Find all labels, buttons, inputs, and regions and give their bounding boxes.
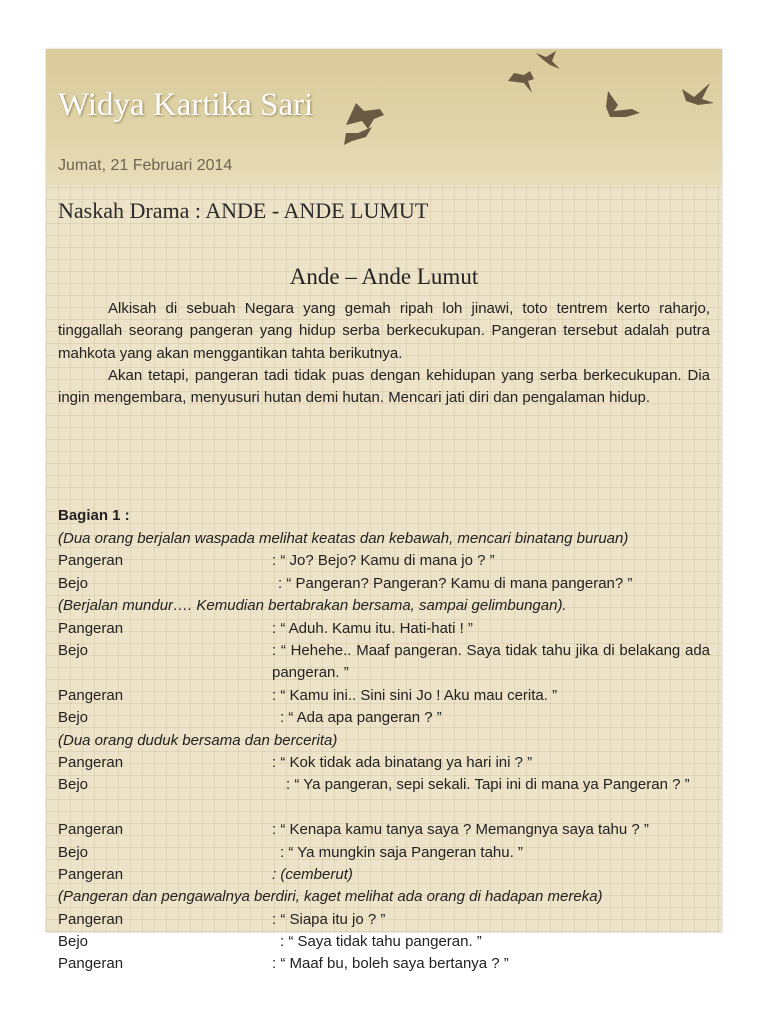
dialogue-line <box>58 909 710 931</box>
speaker-name: Pangeran <box>58 753 124 771</box>
stage-direction: (Dua orang berjalan waspada melihat keatas dan kebawah, mencari binatang buruan) <box>58 530 629 547</box>
blog-header <box>46 49 722 185</box>
speaker-name: Bejo <box>58 641 89 659</box>
bird-icon <box>344 127 372 145</box>
speech: : “ Kok tidak ada binatang ya hari ini ? ” <box>272 753 533 771</box>
speech: : (cemberut) <box>272 865 353 883</box>
speech: : “ Maaf bu, boleh saya bertanya ? ” <box>272 955 509 973</box>
post-title[interactable]: Naskah Drama : ANDE - ANDE LUMUT <box>58 198 429 223</box>
speech: : “ Saya tidak tahu pangeran. ” <box>280 933 482 951</box>
dialogue-line <box>58 774 710 819</box>
dialogue-line <box>58 707 710 729</box>
blog-title[interactable]: Widya Kartika Sari <box>58 87 314 123</box>
bird-icon <box>508 71 534 93</box>
speaker-name: Bejo <box>58 776 89 794</box>
dialogue <box>58 528 710 976</box>
speaker-name: Bejo <box>58 574 89 592</box>
speaker-name: Pangeran <box>58 910 124 928</box>
dialogue-line <box>58 931 710 953</box>
paragraph: Akan tetapi, pangeran tadi tidak puas dengan kehidupan yang serba berkecukupan. Dia ingin mengembara, menyusuri hutan demi hutan. Mencari jati diri dan pengalaman hidup. <box>58 367 710 407</box>
dialogue-line <box>58 550 710 572</box>
speech: : “ Jo? Bejo? Kamu di mana jo ? ” <box>272 552 495 570</box>
dialogue-line <box>58 752 710 774</box>
stage-direction: (Dua orang duduk bersama dan bercerita) <box>58 731 338 749</box>
dialogue-line <box>58 640 710 685</box>
speech: : “ Kenapa kamu tanya saya ? Memangnya saya tahu ? ” <box>272 821 649 839</box>
speech: : “ Ya mungkin saja Pangeran tahu. ” <box>280 843 523 861</box>
paragraph: Alkisah di sebuah Negara yang gemah ripah loh jinawi, toto tentrem kerto raharjo, tinggallah seorang pangeran yang hidup serba berkecukupan. Pangeran tersebut adalah putra mahkota yang akan menggantikan tahta berikutnya. <box>58 300 710 362</box>
bird-icon <box>606 91 640 117</box>
speaker-name: Bejo <box>58 933 89 951</box>
bird-icon <box>536 51 560 69</box>
speaker-name: Pangeran <box>58 865 124 883</box>
speaker-name: Pangeran <box>58 619 124 637</box>
dialogue-line <box>58 618 710 640</box>
stage-direction: (Pangeran dan pengawalnya berdiri, kaget melihat ada orang di hadapan mereka) <box>58 888 603 906</box>
speaker-name: Pangeran <box>58 552 124 570</box>
speaker-name: Pangeran <box>58 686 124 704</box>
speaker-name: Bejo <box>58 709 89 727</box>
speech: : “ Pangeran? Pangeran? Kamu di mana pangeran? ” <box>278 574 633 592</box>
dialogue-line <box>58 953 710 975</box>
post-date: Jumat, 21 Februari 2014 <box>58 157 233 174</box>
dialogue-line <box>58 685 710 707</box>
speaker-name: Bejo <box>58 843 89 861</box>
blog-page <box>46 49 722 973</box>
speaker-name: Pangeran <box>58 955 124 973</box>
bird-icon <box>682 83 714 105</box>
speech: : “ Ya pangeran, sepi sekali. Tapi ini di mana ya Pangeran ? ” <box>286 776 690 794</box>
speech: : “ Aduh. Kamu itu. Hati-hati ! ” <box>272 619 473 637</box>
section-title: Bagian 1 : <box>58 507 130 524</box>
dialogue-line <box>58 573 710 595</box>
speech: : “ Kamu ini.. Sini sini Jo ! Aku mau cerita. ” <box>272 686 558 704</box>
document-heading: Ande – Ande Lumut <box>289 264 479 289</box>
dialogue-line <box>58 864 710 886</box>
post-body <box>46 185 722 973</box>
dialogue-line <box>58 842 710 864</box>
speaker-name: Pangeran <box>58 821 124 839</box>
speech: : “ Siapa itu jo ? ” <box>272 910 386 928</box>
stage-direction: (Berjalan mundur…. Kemudian bertabrakan bersama, sampai gelimbungan). <box>58 597 567 615</box>
speech: : “ Ada apa pangeran ? ” <box>280 709 442 727</box>
bird-icon <box>346 103 384 129</box>
dialogue-line <box>58 819 710 841</box>
speech: : “ Hehehe.. Maaf pangeran. Saya tidak tahu jika di belakang ada pangeran. ” <box>272 641 710 682</box>
